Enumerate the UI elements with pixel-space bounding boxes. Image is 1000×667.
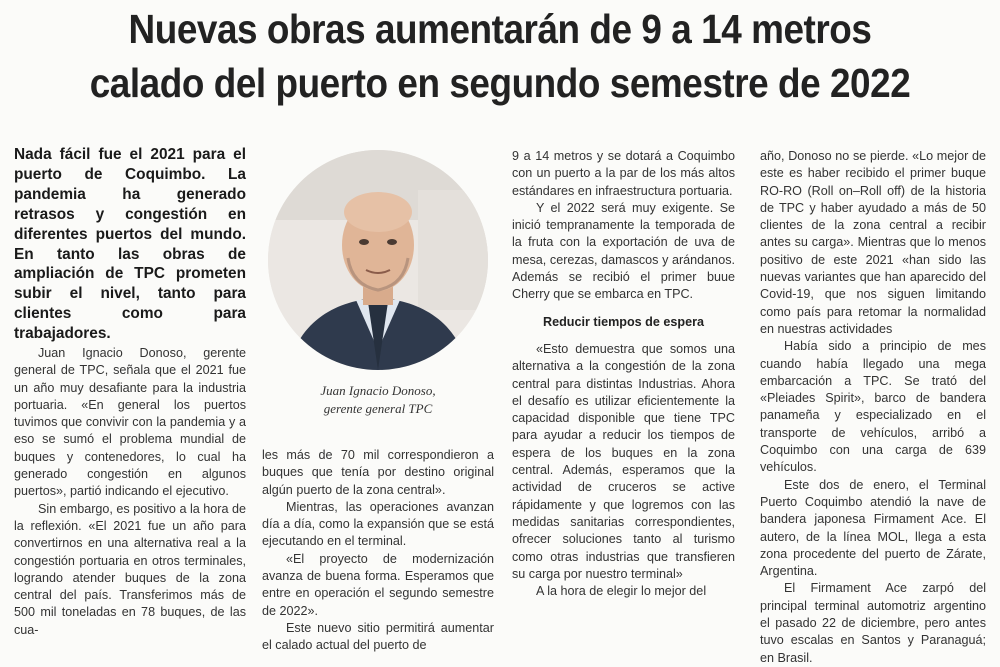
column-2: [262, 447, 494, 655]
headline-line-2: calado del puerto en segundo semestre de 2022: [89, 60, 911, 106]
lead-paragraph: Nada fácil fue el 2021 para el puerto de Coquimbo. La pandemia ha generado retrasos y congestión en diferentes puertos del mundo. En tanto las obras de ampliación de TPC prometen subir el nivel, tanto para clientes como para trabajadores.: [14, 146, 246, 343]
col2-paragraph-1: les más de 70 mil correspondieron a buques que tenía por destino original algún puerto de la zona central».: [262, 448, 494, 497]
portrait-illustration: [268, 150, 488, 370]
col4-paragraph-3: Este dos de enero, el Terminal Puerto Coquimbo atendió la nave de bandera japonesa Firmament Ace. El autero, de la línea MOL, llega a esta zona procedente del puerto de Zárate, Argentina.: [760, 477, 986, 579]
headline: [50, 2, 950, 110]
col3-paragraph-4: A la hora de elegir lo mejor del: [536, 584, 707, 599]
col4-paragraph-1: año, Donoso no se pierde. «Lo mejor de este es haber recibido el primer buque RO-RO (Roll on–Roll off) de la historia de TPC y haber ayudado a más de 50 clientes de la zona central a recibir antes su carga». Mientras que lo menos positivo de este 2021 «han sido las nuevas variantes que han aparecido del Covid-19, que nos siguen limitando como país para retomar la normalidad en nuestras actividades: [760, 149, 986, 336]
col2-paragraph-2: Mientras, las operaciones avanzan día a día, como la expansión que se está ejecutando en el terminal.: [262, 499, 494, 549]
col3-paragraph-1: 9 a 14 metros y se dotará a Coquimbo con un puerto a la par de los más altos estándares en infraestructura portuaria.: [512, 149, 735, 198]
col1-paragraph-2: Sin embargo, es positivo a la hora de la reflexión. «El 2021 fue un año para convertirnos en una alternativa real a la congestión portuaria en otros terminales, logrando atender buques de la zona central del país. Transferimos más de 500 mil toneladas en 78 buques, de las cua-: [14, 501, 246, 637]
col3-paragraph-2: Y el 2022 será muy exigente. Se inició tempranamente la temporada de la fruta con la exportación de uva de mesa, cerezas, damascos y arándanos. Además se recibió el primer buue Cherry que se embarca en TPC.: [512, 200, 735, 302]
caption-line-2: gerente general TPC: [323, 401, 433, 416]
portrait-photo: [268, 150, 488, 370]
photo-caption: [262, 382, 494, 418]
col4-paragraph-2: Había sido a principio de mes cuando había llegado una mega embarcación a TPC. Se trató del «Pleiades Spirit», barco de bandera panameña y especializado en el transporte de vehículos, arribó a Coquimbo con una carga de 639 vehículos.: [760, 339, 986, 475]
column-1: [14, 345, 246, 639]
headline-line-1: Nuevas obras aumentarán de 9 a 14 metros: [128, 6, 872, 52]
col1-paragraph-1: Juan Ignacio Donoso, gerente general de TPC, señala que el 2021 fue un año muy desafiante para la industria portuaria. «En general los puertos tuvimos que convivir con la pandemia y a eso se sumó el problema mundial de buques y contenedores, lo cual ha generado congestión en algunos puertos», partió indicando el ejecutivo.: [14, 346, 246, 499]
col2-paragraph-3: «El proyecto de modernización avanza de buena forma. Esperamos que entre en operación el segundo semestre de 2022».: [262, 551, 494, 618]
col4-paragraph-4: El Firmament Ace zarpó del principal terminal automotriz argentino el pasado 22 de diciembre, pero antes tuvo escalas en Santos y Paranaguá; en Brasil.: [760, 581, 986, 665]
section-subheading: Reducir tiempos de espera: [543, 314, 704, 329]
column-3: [512, 148, 735, 600]
col2-paragraph-4: Este nuevo sitio permitirá aumentar el calado actual del puerto de: [262, 620, 494, 653]
col3-paragraph-3: «Esto demuestra que somos una alternativa a la congestión de la zona central para distintas Industrias. Ahora el desafío es utilizar eficientemente la capacidad disponible que tiene TPC para ayudar a reducir los tiempos de espera de los buques en la zona central. Además, esperamos que la actividad de cruceros se active rápidamente y que logremos con las medidas sanitarias correspondientes, ofrecer soluciones tanto al turismo como otras industrias que transfieren su carga por nuestro terminal»: [512, 341, 735, 581]
column-4: [760, 148, 986, 667]
caption-line-1: Juan Ignacio Donoso,: [320, 383, 436, 398]
